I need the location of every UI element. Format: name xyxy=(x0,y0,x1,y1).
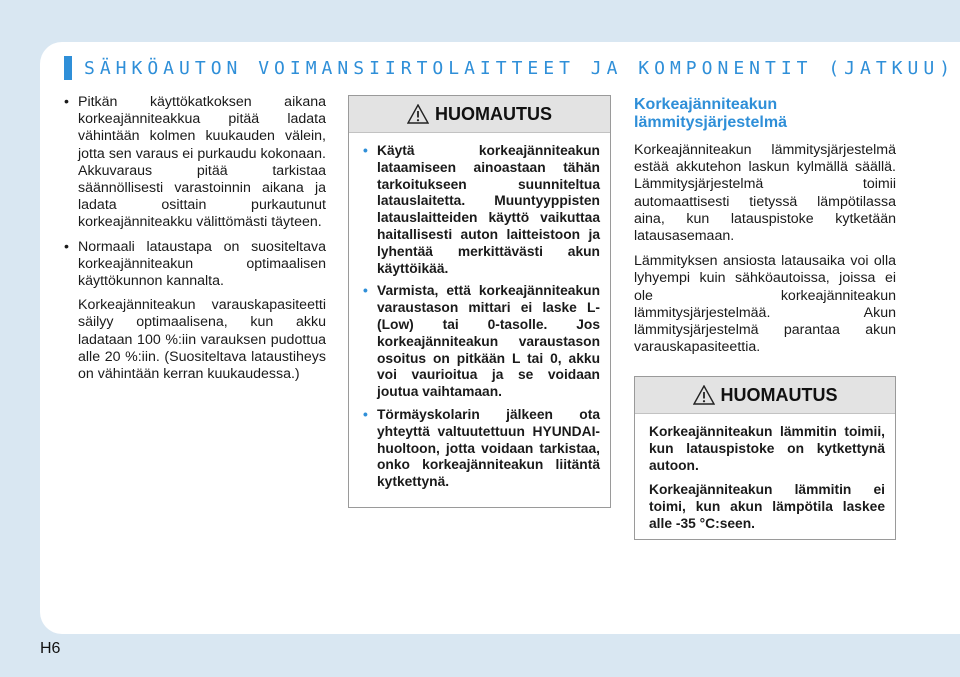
section-title: SÄHKÖAUTON VOIMANSIIRTOLAITTEET JA KOMPONENTIT (JATKUU) xyxy=(84,57,956,79)
section-heading: Korkeajänniteakun lämmitysjärjestelmä xyxy=(634,96,787,131)
list-item-text: Törmäyskolarin jälkeen ota yhteyttä valtuutettuun HYUNDAI-huoltoon, jotta voidaan tarkistaa, onko korkeajänniteakun liitäntä kytkettynä. xyxy=(377,406,600,490)
list-item xyxy=(363,143,600,277)
paragraph: Korkeajänniteakun lämmitysjärjestelmä estää akkutehon laskun kylmällä säällä. Lämmitysjärjestelmä toimii automaattisesti tietyssä lämpötilassa aina, kun latauspistoke kytketään latausasemaan. xyxy=(634,142,896,245)
notice-body xyxy=(635,414,895,549)
list-item-text: Varmista, että korkeajänniteakun varaustason mittari ei laske L- (Low) tai 0-tasolle. Jos korkeajänniteakun varaustason osoitus on pitkään L tai 0, akku voi vaurioitua ja se voidaan joutua vaihtamaan. xyxy=(377,283,600,400)
column-left xyxy=(62,94,326,389)
bullet-list xyxy=(62,94,326,290)
notice-body xyxy=(349,133,610,505)
notice-list xyxy=(363,143,600,491)
notice-box-heater xyxy=(634,376,896,540)
warning-triangle-icon xyxy=(407,104,429,124)
section-header xyxy=(64,55,955,81)
list-item xyxy=(363,283,600,401)
page-number: H6 xyxy=(40,640,61,657)
paragraph: Lämmityksen ansiosta latausaika voi olla lyhyempi kuin sähköautoissa, joissa ei ole korkeajänniteakun lämmitysjärjestelmää. Akun lämmitysjärjestelmä parantaa akun varauskapasiteettia. xyxy=(634,253,896,356)
bullet-dot: • xyxy=(363,143,368,158)
list-item: • Normaali lataustapa on suositeltava korkeajänniteakun optimaalisen käyttökunnon kannalta. xyxy=(62,239,326,291)
notice-header xyxy=(635,377,895,414)
notice-title: HUOMAUTUS xyxy=(435,103,552,124)
bullet-dot: • xyxy=(363,406,368,422)
paragraph: Korkeajänniteakun lämmitin toimii, kun latauspistoke on kytkettynä autoon. xyxy=(649,424,885,473)
list-item-text: Käytä korkeajänniteakun lataamiseen ainoastaan tähän tarkoitukseen suunniteltua latauslaitetta. Muuntyyppisten latauslaitteiden käyttö vaikuttaa haitallisesti auton laitteistoon ja lyhentää merkittävästi akun käyttöikää. xyxy=(377,143,600,276)
notice-header xyxy=(349,96,610,133)
notice-box-charging xyxy=(348,95,611,508)
bullet-dot: • xyxy=(363,283,368,299)
list-item: • Pitkän käyttökatkoksen aikana korkeajänniteakkua pitää ladata vähintään kolmen kuukauden välein, jotta sen varaus ei purkaudu kokonaan. Akkuvaraus pitää tarkistaa säännöllisesti varastoinnin aikana ja ladata osittain purkautunut korkeajänniteakku välittömästi täyteen. xyxy=(62,94,326,232)
paragraph: Korkeajänniteakun lämmitin ei toimi, kun akun lämpötila laskee alle -35 °C:seen. xyxy=(649,482,885,531)
warning-triangle-icon xyxy=(693,385,715,405)
list-item xyxy=(363,407,600,491)
paragraph: Korkeajänniteakun varauskapasiteetti säilyy optimaalisena, kun akku ladataan 100 %:iin varauksen pudottua alle 20 %:iin. (Suositeltava lataustiheys on vähintään kerran kuukaudessa.) xyxy=(78,297,326,383)
column-right xyxy=(634,96,896,364)
header-accent-bar xyxy=(64,56,72,80)
notice-title: HUOMAUTUS xyxy=(720,384,838,405)
